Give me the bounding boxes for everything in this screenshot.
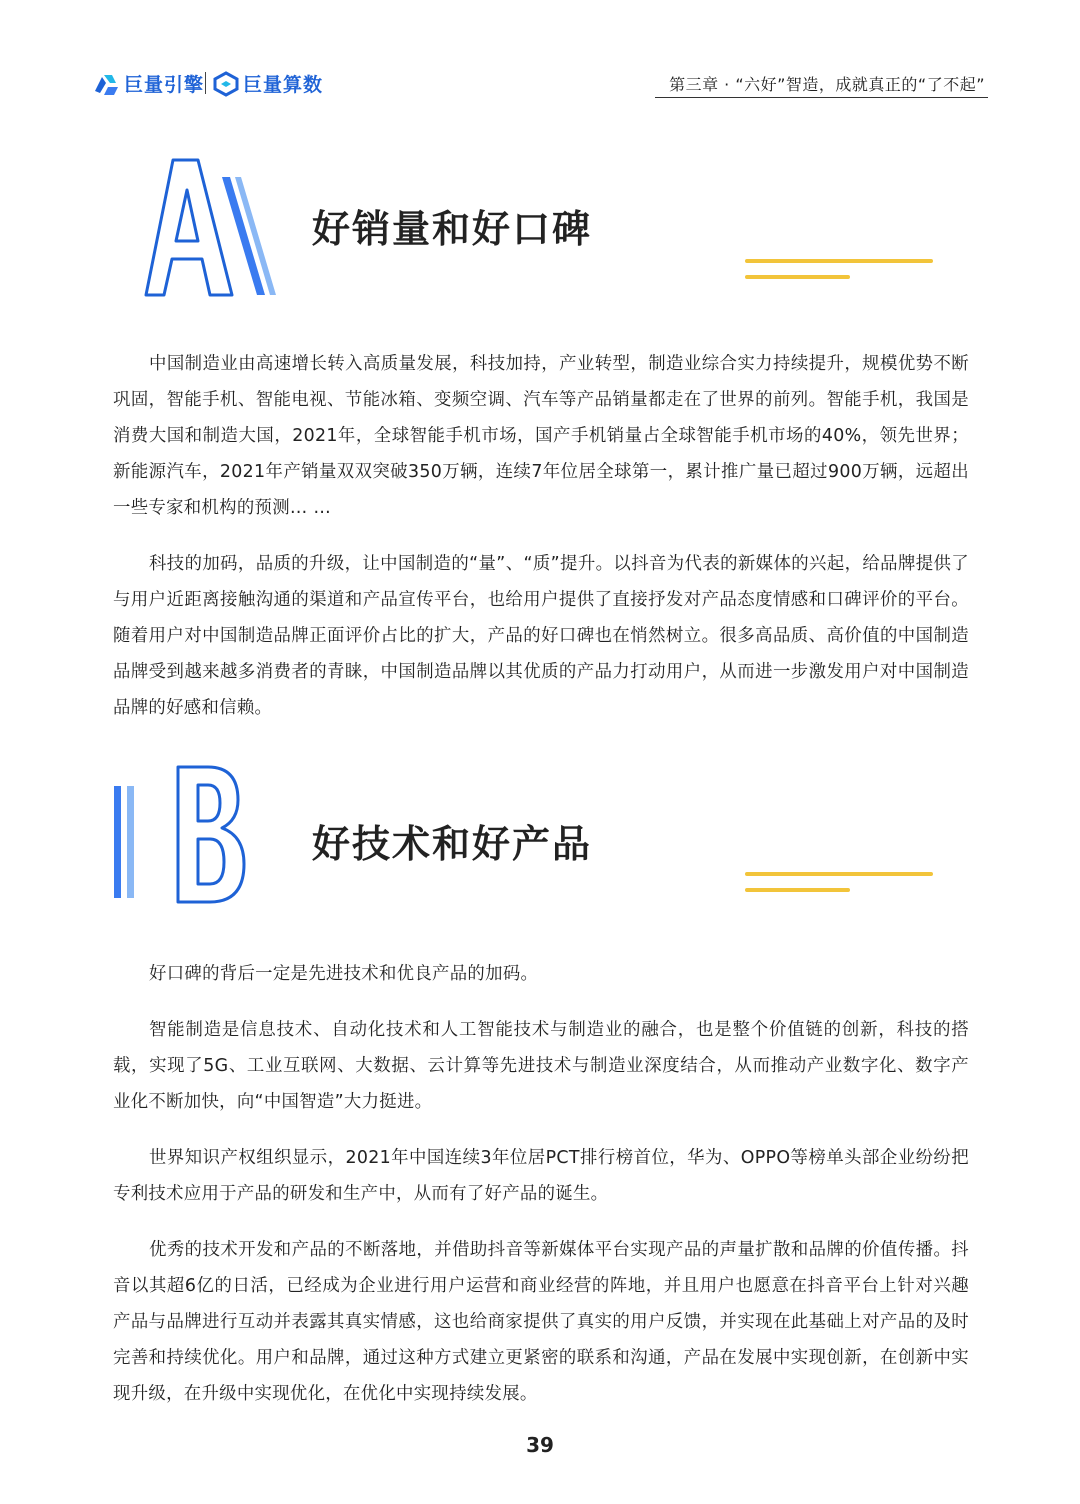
suanshu-logo — [213, 70, 323, 97]
section-b-title: 好技术和好产品 — [312, 822, 593, 866]
logo1-text: 巨量引擎 — [124, 74, 205, 96]
logo2-text: 巨量算数 — [243, 74, 324, 96]
section-b-paragraph-4: 优秀的技术开发和产品的不断落地，并借助抖音等新媒体平台实现产品的声量扩散和品牌的价值传播。抖音以其超6亿的日活，已经成为企业进行用户运营和商业经营的阵地，并且用户也愿意在抖音平台上针对兴趣产品与品牌进行互动并表露其真实情感，这也给商家提供了真实的用户反馈，并实现在此基础上对产品的及时完善和持续优化。用户和品牌，通过这种方式建立更紧密的联系和沟通，产品在发展中实现创新，在创新中实现升级，在升级中实现优化，在优化中实现持续发展。 — [113, 1240, 969, 1404]
suanshu-icon — [213, 71, 239, 97]
section-b-deco-line-long — [745, 872, 933, 876]
ocean-engine-icon — [92, 71, 120, 97]
chapter-title: 第三章 · “六好”智造，成就真正的“了不起” — [669, 75, 985, 94]
section-b-paragraph-3: 世界知识产权组织显示，2021年中国连续3年位居PCT排行榜首位，华为、OPPO等榜单头部企业纷纷把专利技术应用于产品的研发和生产中，从而有了好产品的诞生。 — [113, 1148, 969, 1204]
section-a-paragraph-1: 中国制造业由高速增长转入高质量发展，科技加持，产业转型，制造业综合实力持续提升，规模优势不断巩固，智能手机、智能电视、节能冰箱、变频空调、汽车等产品销量都走在了世界的前列。智能手机，我国是消费大国和制造大国，2021年，全球智能手机市场，国产手机销量占全球智能手机市场的40%，领先世界；新能源汽车，2021年产销量双双突破350万辆，连续7年位居全球第一，累计推广量已超过900万辆，远超出一些专家和机构的预测… … — [113, 354, 969, 518]
section-a-title: 好销量和好口碑 — [312, 207, 593, 251]
section-a-deco-line-short — [745, 275, 850, 279]
section-b-deco-line-short — [745, 888, 850, 892]
header-rule — [655, 97, 988, 98]
section-a-deco-line-long — [745, 259, 933, 263]
section-a-letter-graphic — [140, 155, 285, 304]
section-b-letter-graphic — [110, 762, 250, 911]
section-b-paragraph-1: 好口碑的背后一定是先进技术和优良产品的加码。 — [149, 964, 539, 984]
section-a-paragraph-2: 科技的加码，品质的升级，让中国制造的“量”、“质”提升。以抖音为代表的新媒体的兴起，给品牌提供了与用户近距离接触沟通的渠道和产品宣传平台，也给用户提供了直接抒发对产品态度情感和口碑评价的平台。随着用户对中国制造品牌正面评价占比的扩大，产品的好口碑也在悄然树立。很多高品质、高价值的中国制造品牌受到越来越多消费者的青睐，中国制造品牌以其优质的产品力打动用户，从而进一步激发用户对中国制造品牌的好感和信赖。 — [113, 554, 969, 718]
logo-divider — [205, 72, 206, 94]
section-b-paragraph-2: 智能制造是信息技术、自动化技术和人工智能技术与制造业的融合，也是整个价值链的创新，科技的搭载，实现了5G、工业互联网、大数据、云计算等先进技术与制造业深度结合，从而推动产业数字化、数字产业化不断加快，向“中国智造”大力挺进。 — [113, 1020, 969, 1112]
page-header — [0, 0, 1080, 110]
ocean-engine-logo — [92, 70, 204, 97]
page-number: 39 — [526, 1433, 554, 1457]
